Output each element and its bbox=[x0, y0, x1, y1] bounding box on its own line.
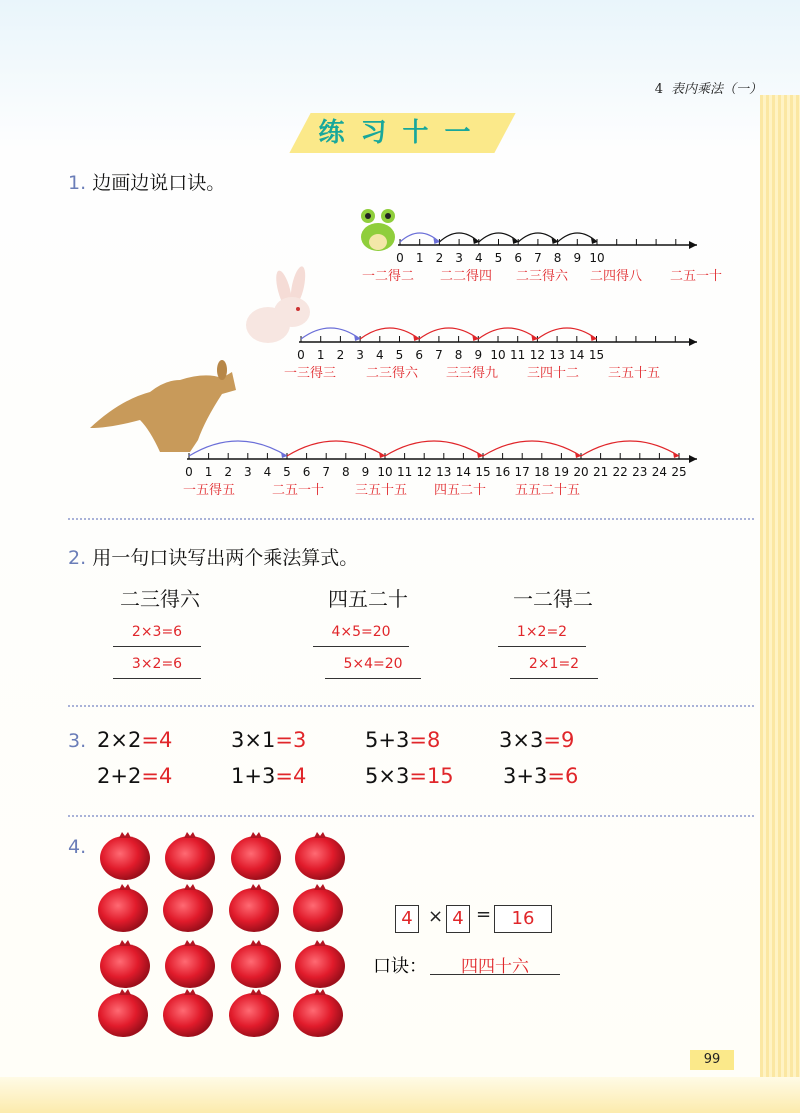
rhyme-label: 二五一十 bbox=[670, 269, 723, 284]
tick-label: 2 bbox=[336, 348, 345, 362]
q4-koujue-line bbox=[430, 952, 560, 975]
tick-label: 24 bbox=[651, 465, 668, 479]
rabbit-illustration bbox=[246, 265, 310, 343]
q2-rhyme-3: 一二得二 bbox=[513, 587, 593, 611]
tick-label: 4 bbox=[375, 348, 384, 362]
number-line-2 bbox=[284, 328, 697, 381]
rhyme-label: 三三得九 bbox=[446, 366, 499, 381]
axis-arrow bbox=[689, 338, 697, 346]
tick-label: 0 bbox=[185, 465, 193, 479]
tick-label: 12 bbox=[529, 348, 546, 362]
q3-expr-r1c3: 5+3=8 bbox=[365, 728, 441, 752]
tick-label: 5 bbox=[494, 251, 503, 265]
jump-arc bbox=[189, 441, 287, 456]
question-2-prompt: 用一句口诀写出两个乘法算式。 bbox=[92, 547, 359, 569]
tick-label: 0 bbox=[396, 251, 404, 265]
q4-equals-sign: = bbox=[476, 904, 492, 925]
q2-answer-2b: 5×4=20 bbox=[343, 656, 403, 672]
tick-label: 8 bbox=[454, 348, 463, 362]
q3-answer: 15 bbox=[426, 764, 454, 788]
q4-factor-2-box: 4 bbox=[446, 905, 470, 933]
rhyme-label: 三五十五 bbox=[608, 366, 661, 381]
number-lines-figure bbox=[0, 0, 800, 520]
tick-label: 9 bbox=[361, 465, 370, 479]
chapter-title: 表内乘法（一） bbox=[670, 82, 762, 97]
q2-answer-line-3a bbox=[498, 624, 586, 647]
jump-arc bbox=[287, 441, 385, 456]
page-bottom-edge bbox=[0, 1077, 800, 1113]
q3-answer: 6 bbox=[564, 764, 579, 788]
number-line-1 bbox=[362, 233, 722, 284]
tick-label: 19 bbox=[553, 465, 570, 479]
question-4 bbox=[68, 836, 86, 858]
tick-label: 1 bbox=[415, 251, 424, 265]
q3-answer: 4 bbox=[158, 764, 173, 788]
q4-factor-1-box: 4 bbox=[395, 905, 419, 933]
tick-label: 4 bbox=[474, 251, 483, 265]
q3-expr-r2c4: 3+3=6 bbox=[503, 764, 579, 788]
rhyme-label: 二三得六 bbox=[366, 366, 419, 381]
jump-arc bbox=[419, 328, 478, 339]
axis-arrow bbox=[689, 455, 697, 463]
tick-label: 25 bbox=[671, 465, 687, 479]
tick-label: 6 bbox=[415, 348, 424, 362]
q4-times-sign: × bbox=[428, 906, 444, 927]
tick-label: 7 bbox=[534, 251, 542, 265]
jump-arc bbox=[301, 328, 360, 339]
tick-label: 5 bbox=[283, 465, 291, 479]
tick-label: 8 bbox=[341, 465, 350, 479]
tick-label: 22 bbox=[612, 465, 628, 479]
question-3-number: 3. bbox=[68, 730, 87, 752]
tick-label: 7 bbox=[435, 348, 443, 362]
rhyme-label: 二四得八 bbox=[590, 269, 643, 284]
frog-illustration bbox=[361, 209, 395, 251]
tick-label: 13 bbox=[549, 348, 565, 362]
q2-answer-line-2a bbox=[313, 624, 409, 647]
rhyme-label: 三四十二 bbox=[527, 366, 580, 381]
tick-label: 9 bbox=[573, 251, 582, 265]
tick-label: 8 bbox=[553, 251, 562, 265]
jump-arc bbox=[483, 441, 581, 456]
tick-label: 6 bbox=[302, 465, 311, 479]
tick-label: 11 bbox=[510, 348, 526, 362]
question-2-number: 2. bbox=[68, 547, 87, 569]
tick-label: 6 bbox=[514, 251, 523, 265]
q2-rhyme-2: 四五二十 bbox=[328, 587, 408, 611]
q3-answer: 3 bbox=[292, 728, 307, 752]
q2-answer-line-3b bbox=[510, 656, 598, 679]
tick-label: 3 bbox=[243, 465, 252, 479]
tick-label: 15 bbox=[475, 465, 491, 479]
q3-expr-r2c1: 2+2=4 bbox=[97, 764, 173, 788]
kangaroo-illustration bbox=[90, 360, 236, 452]
tick-label: 10 bbox=[490, 348, 506, 362]
q3-expr-r2c2: 1+3=4 bbox=[231, 764, 307, 788]
tick-label: 3 bbox=[455, 251, 463, 265]
jump-arc bbox=[581, 441, 679, 456]
rhyme-label: 一三得三 bbox=[284, 366, 337, 381]
q4-koujue-label: 口诀： bbox=[373, 956, 427, 977]
tick-label: 17 bbox=[514, 465, 530, 479]
tick-label: 10 bbox=[589, 251, 605, 265]
q3-answer: 8 bbox=[426, 728, 441, 752]
question-2 bbox=[68, 543, 358, 570]
rhyme-label: 一二得二 bbox=[362, 269, 415, 284]
jump-arc bbox=[385, 441, 483, 456]
page-title: 练习十一 bbox=[318, 118, 487, 148]
separator-3 bbox=[68, 815, 754, 817]
q4-koujue-answer: 四四十六 bbox=[461, 957, 529, 977]
tick-label: 3 bbox=[356, 348, 364, 362]
tick-label: 21 bbox=[592, 465, 609, 479]
question-3 bbox=[68, 730, 86, 752]
page-number: 99 bbox=[690, 1050, 734, 1070]
q3-answer: 4 bbox=[292, 764, 307, 788]
tick-label: 1 bbox=[316, 348, 325, 362]
tick-label: 2 bbox=[435, 251, 444, 265]
tick-label: 20 bbox=[573, 465, 589, 479]
tick-label: 13 bbox=[436, 465, 452, 479]
tick-label: 15 bbox=[588, 348, 605, 362]
rhyme-label: 二三得六 bbox=[516, 269, 569, 284]
q3-expr-r1c2: 3×1=3 bbox=[231, 728, 307, 752]
separator-2 bbox=[68, 705, 754, 707]
number-line-3 bbox=[183, 441, 697, 498]
tick-label: 12 bbox=[416, 465, 432, 479]
q3-expr-r1c4: 3×3=9 bbox=[499, 728, 575, 752]
tick-label: 18 bbox=[534, 465, 550, 479]
tick-label: 14 bbox=[455, 465, 472, 479]
tick-label: 0 bbox=[297, 348, 305, 362]
tick-label: 4 bbox=[263, 465, 272, 479]
q4-product-box: 16 bbox=[494, 905, 552, 933]
separator-1 bbox=[68, 518, 754, 520]
tick-label: 9 bbox=[474, 348, 483, 362]
tick-label: 5 bbox=[395, 348, 404, 362]
question-1-prompt: 边画边说口诀。 bbox=[92, 172, 226, 194]
rhyme-label: 五五二十五 bbox=[515, 483, 581, 498]
tick-label: 11 bbox=[396, 465, 413, 479]
rhyme-label: 二二得四 bbox=[440, 269, 493, 284]
q2-answer-line-1a bbox=[113, 624, 201, 647]
q2-answer-1b: 3×2=6 bbox=[131, 656, 183, 672]
question-4-number: 4. bbox=[68, 836, 87, 858]
tick-label: 1 bbox=[204, 465, 213, 479]
q3-answer: 4 bbox=[158, 728, 173, 752]
q2-answer-line-1b bbox=[113, 656, 201, 679]
jump-arc bbox=[478, 328, 537, 339]
q2-answer-line-2b bbox=[325, 656, 421, 679]
tick-label: 2 bbox=[224, 465, 233, 479]
q2-answer-2a: 4×5=20 bbox=[331, 624, 391, 640]
tick-label: 7 bbox=[322, 465, 331, 479]
q3-expr-r2c3: 5×3=15 bbox=[365, 764, 454, 788]
chapter-marker: 4 bbox=[654, 82, 663, 97]
q3-answer: 9 bbox=[560, 728, 575, 752]
question-1-number: 1. bbox=[68, 172, 87, 194]
tick-label: 23 bbox=[632, 465, 648, 479]
rhyme-label: 二五一十 bbox=[272, 483, 325, 498]
rhyme-label: 三五十五 bbox=[355, 483, 408, 498]
rhyme-label: 四五二十 bbox=[434, 483, 487, 498]
q3-expr-r1c1: 2×2=4 bbox=[97, 728, 173, 752]
rhyme-label: 一五得五 bbox=[183, 483, 236, 498]
axis-arrow bbox=[689, 241, 697, 249]
jump-arc bbox=[360, 328, 419, 339]
q2-rhyme-1: 二三得六 bbox=[120, 587, 200, 611]
tick-label: 10 bbox=[377, 465, 393, 479]
q2-answer-1a: 2×3=6 bbox=[131, 624, 183, 640]
tick-label: 16 bbox=[494, 465, 511, 479]
q2-answer-3b: 2×1=2 bbox=[528, 656, 580, 672]
q2-answer-3a: 1×2=2 bbox=[516, 624, 568, 640]
tick-label: 14 bbox=[569, 348, 585, 362]
jump-arc bbox=[537, 328, 596, 339]
